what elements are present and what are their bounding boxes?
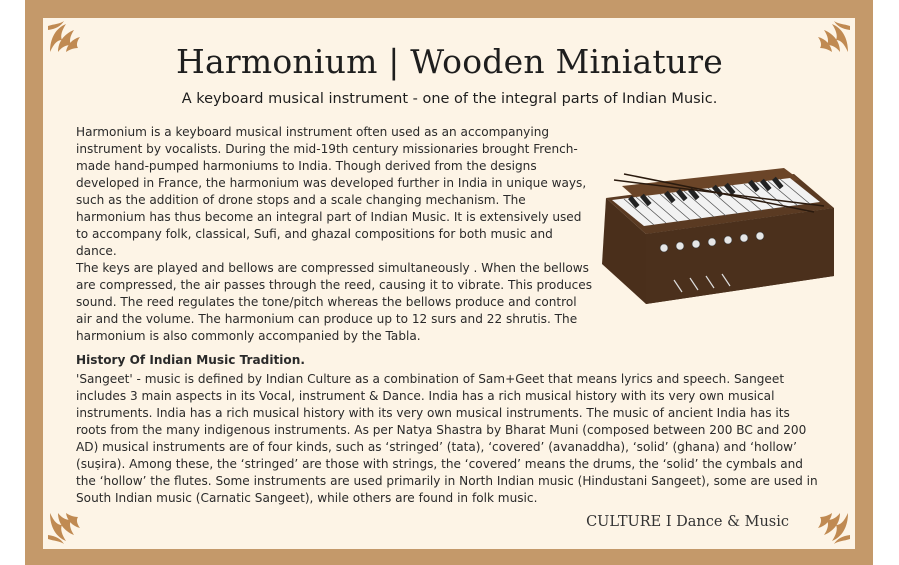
harmonium-image-icon [594,168,838,312]
section-heading: History Of Indian Music Tradition. [76,353,305,367]
history-paragraph: 'Sangeet' - music is defined by Indian Culture as a combination of Sam+Geet that means lyrics and speech. Sangeet includes 3 main aspects in its Vocal, instrument & Dance. India has a rich musical history with its very own musical instruments. India has a rich musical history with its very own musical instruments. The music of ancient India has its roots from the many indigenous instruments. As per Natya Shastra by Bharat Muni (composed between 200 BC and 200 AD) musical instruments are of four kinds, such as ‘stringed’ (tata), ‘covered’ (avanaddha), ‘solid’ (ghana) and ‘hollow’ (suṣira). Among these, the ‘stringed’ are those with strings, the ‘covered’ means the drums, the ‘solid’ the cymbals and the ‘hollow’ the flutes. Some instruments are used primarily in North Indian music (Hindustani Sangeet), some are used in South Indian music (Carnatic Sangeet), while others are found in folk music. [76,372,818,505]
page-subtitle: A keyboard musical instrument - one of the integral parts of Indian Music. [181,91,718,107]
intro-section [76,124,596,345]
page-title: Harmonium | Wooden Miniature [176,42,723,81]
history-section [76,352,821,507]
corner-ornament-icon [814,507,854,547]
corner-ornament-icon [44,507,84,547]
intro-paragraph: Harmonium is a keyboard musical instrument often used as an accompanying instrument by vocalists. During the mid-19th century missionaries brought French-made hand-pumped harmoniums to India. Though derived from the designs developed in France, the harmonium was developed further in India in unique ways, such as the addition of drone stops and a scale changing mechanism. The harmonium has thus become an integral part of Indian Music. It is extensively used to accompany folk, classical, Sufi, and ghazal compositions for both music and dance. [76,125,587,258]
intro-paragraph: The keys are played and bellows are compressed simultaneously . When the bellows are compressed, the air passes through the reed, causing it to vibrate. This produces sound. The reed regulates the tone/pitch whereas the bellows produce and control air and the volume. The harmonium can produce up to 12 surs and 22 shrutis. The harmonium is also commonly accompanied by the Tabla. [76,261,593,343]
footer-brand: CULTURE I Dance & Music [586,514,789,530]
